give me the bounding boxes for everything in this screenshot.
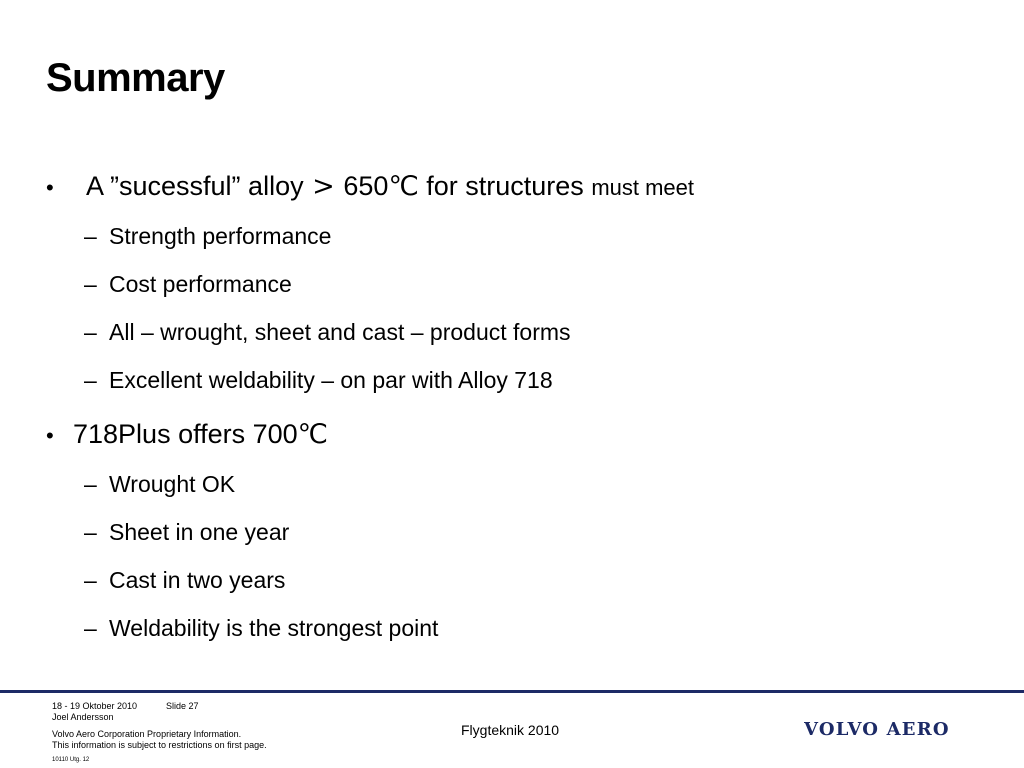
footer-doc-code: 10110 Utg. 12 bbox=[52, 757, 90, 763]
main-bullet-2-prefix: 718Plus offers bbox=[73, 419, 253, 449]
sub-bullet bbox=[84, 222, 331, 250]
sub-bullet-label: Cast in two years bbox=[109, 567, 286, 593]
slide-title: Summary bbox=[46, 56, 225, 100]
bullet-dot: • bbox=[46, 175, 54, 200]
sub-bullet bbox=[84, 270, 292, 298]
sub-bullet-label: All – wrought, sheet and cast – product forms bbox=[109, 319, 571, 345]
main-bullet-1-prefix: A ”sucessful” alloy bbox=[86, 171, 304, 201]
logo-wordmark bbox=[804, 718, 994, 740]
main-bullet-1-temp-value: 650℃ bbox=[343, 171, 419, 201]
dash-marker: – bbox=[84, 367, 97, 393]
logo-text: VOLVO AERO bbox=[804, 719, 950, 740]
sub-bullet bbox=[84, 518, 289, 546]
footer-event-name: Flygteknik 2010 bbox=[461, 722, 560, 738]
dash-marker: – bbox=[84, 615, 97, 641]
sub-bullet bbox=[84, 470, 235, 498]
sub-bullet bbox=[84, 366, 553, 394]
main-bullet-1-gt: > bbox=[303, 171, 344, 202]
footer-date: 18 - 19 Oktober 2010 bbox=[52, 701, 138, 711]
volvo-aero-logo bbox=[804, 718, 994, 740]
bullet-dot: • bbox=[46, 423, 54, 448]
main-bullet-2-temp-value: 700℃ bbox=[252, 419, 328, 449]
footer-divider bbox=[0, 690, 1024, 693]
dash-marker: – bbox=[84, 471, 97, 497]
sub-bullet-label: Wrought OK bbox=[109, 471, 236, 497]
sub-bullet-label: Sheet in one year bbox=[109, 519, 290, 545]
sub-bullet-label: Weldability is the strongest point bbox=[109, 615, 439, 641]
dash-marker: – bbox=[84, 223, 97, 249]
footer-proprietary-line-2: This information is subject to restrictions on first page. bbox=[52, 740, 267, 750]
main-bullet-1-middle: for structures bbox=[418, 171, 592, 201]
sub-bullet bbox=[84, 318, 571, 346]
footer-proprietary-line-1: Volvo Aero Corporation Proprietary Information. bbox=[52, 729, 242, 739]
sub-bullet-label: Excellent weldability – on par with Alloy 718 bbox=[109, 367, 553, 393]
main-bullet-2-text bbox=[73, 418, 328, 450]
dash-marker: – bbox=[84, 567, 97, 593]
footer-slide-number: Slide 27 bbox=[166, 701, 199, 711]
main-bullet-1-text bbox=[86, 170, 694, 204]
sub-bullet bbox=[84, 614, 438, 642]
dash-marker: – bbox=[84, 271, 97, 297]
dash-marker: – bbox=[84, 519, 97, 545]
dash-marker: – bbox=[84, 319, 97, 345]
sub-bullet-label: Strength performance bbox=[109, 223, 332, 249]
main-bullet-1-suffix: must meet bbox=[591, 175, 695, 200]
sub-bullet bbox=[84, 566, 285, 594]
footer-author: Joel Andersson bbox=[52, 712, 114, 722]
sub-bullet-label: Cost performance bbox=[109, 271, 292, 297]
